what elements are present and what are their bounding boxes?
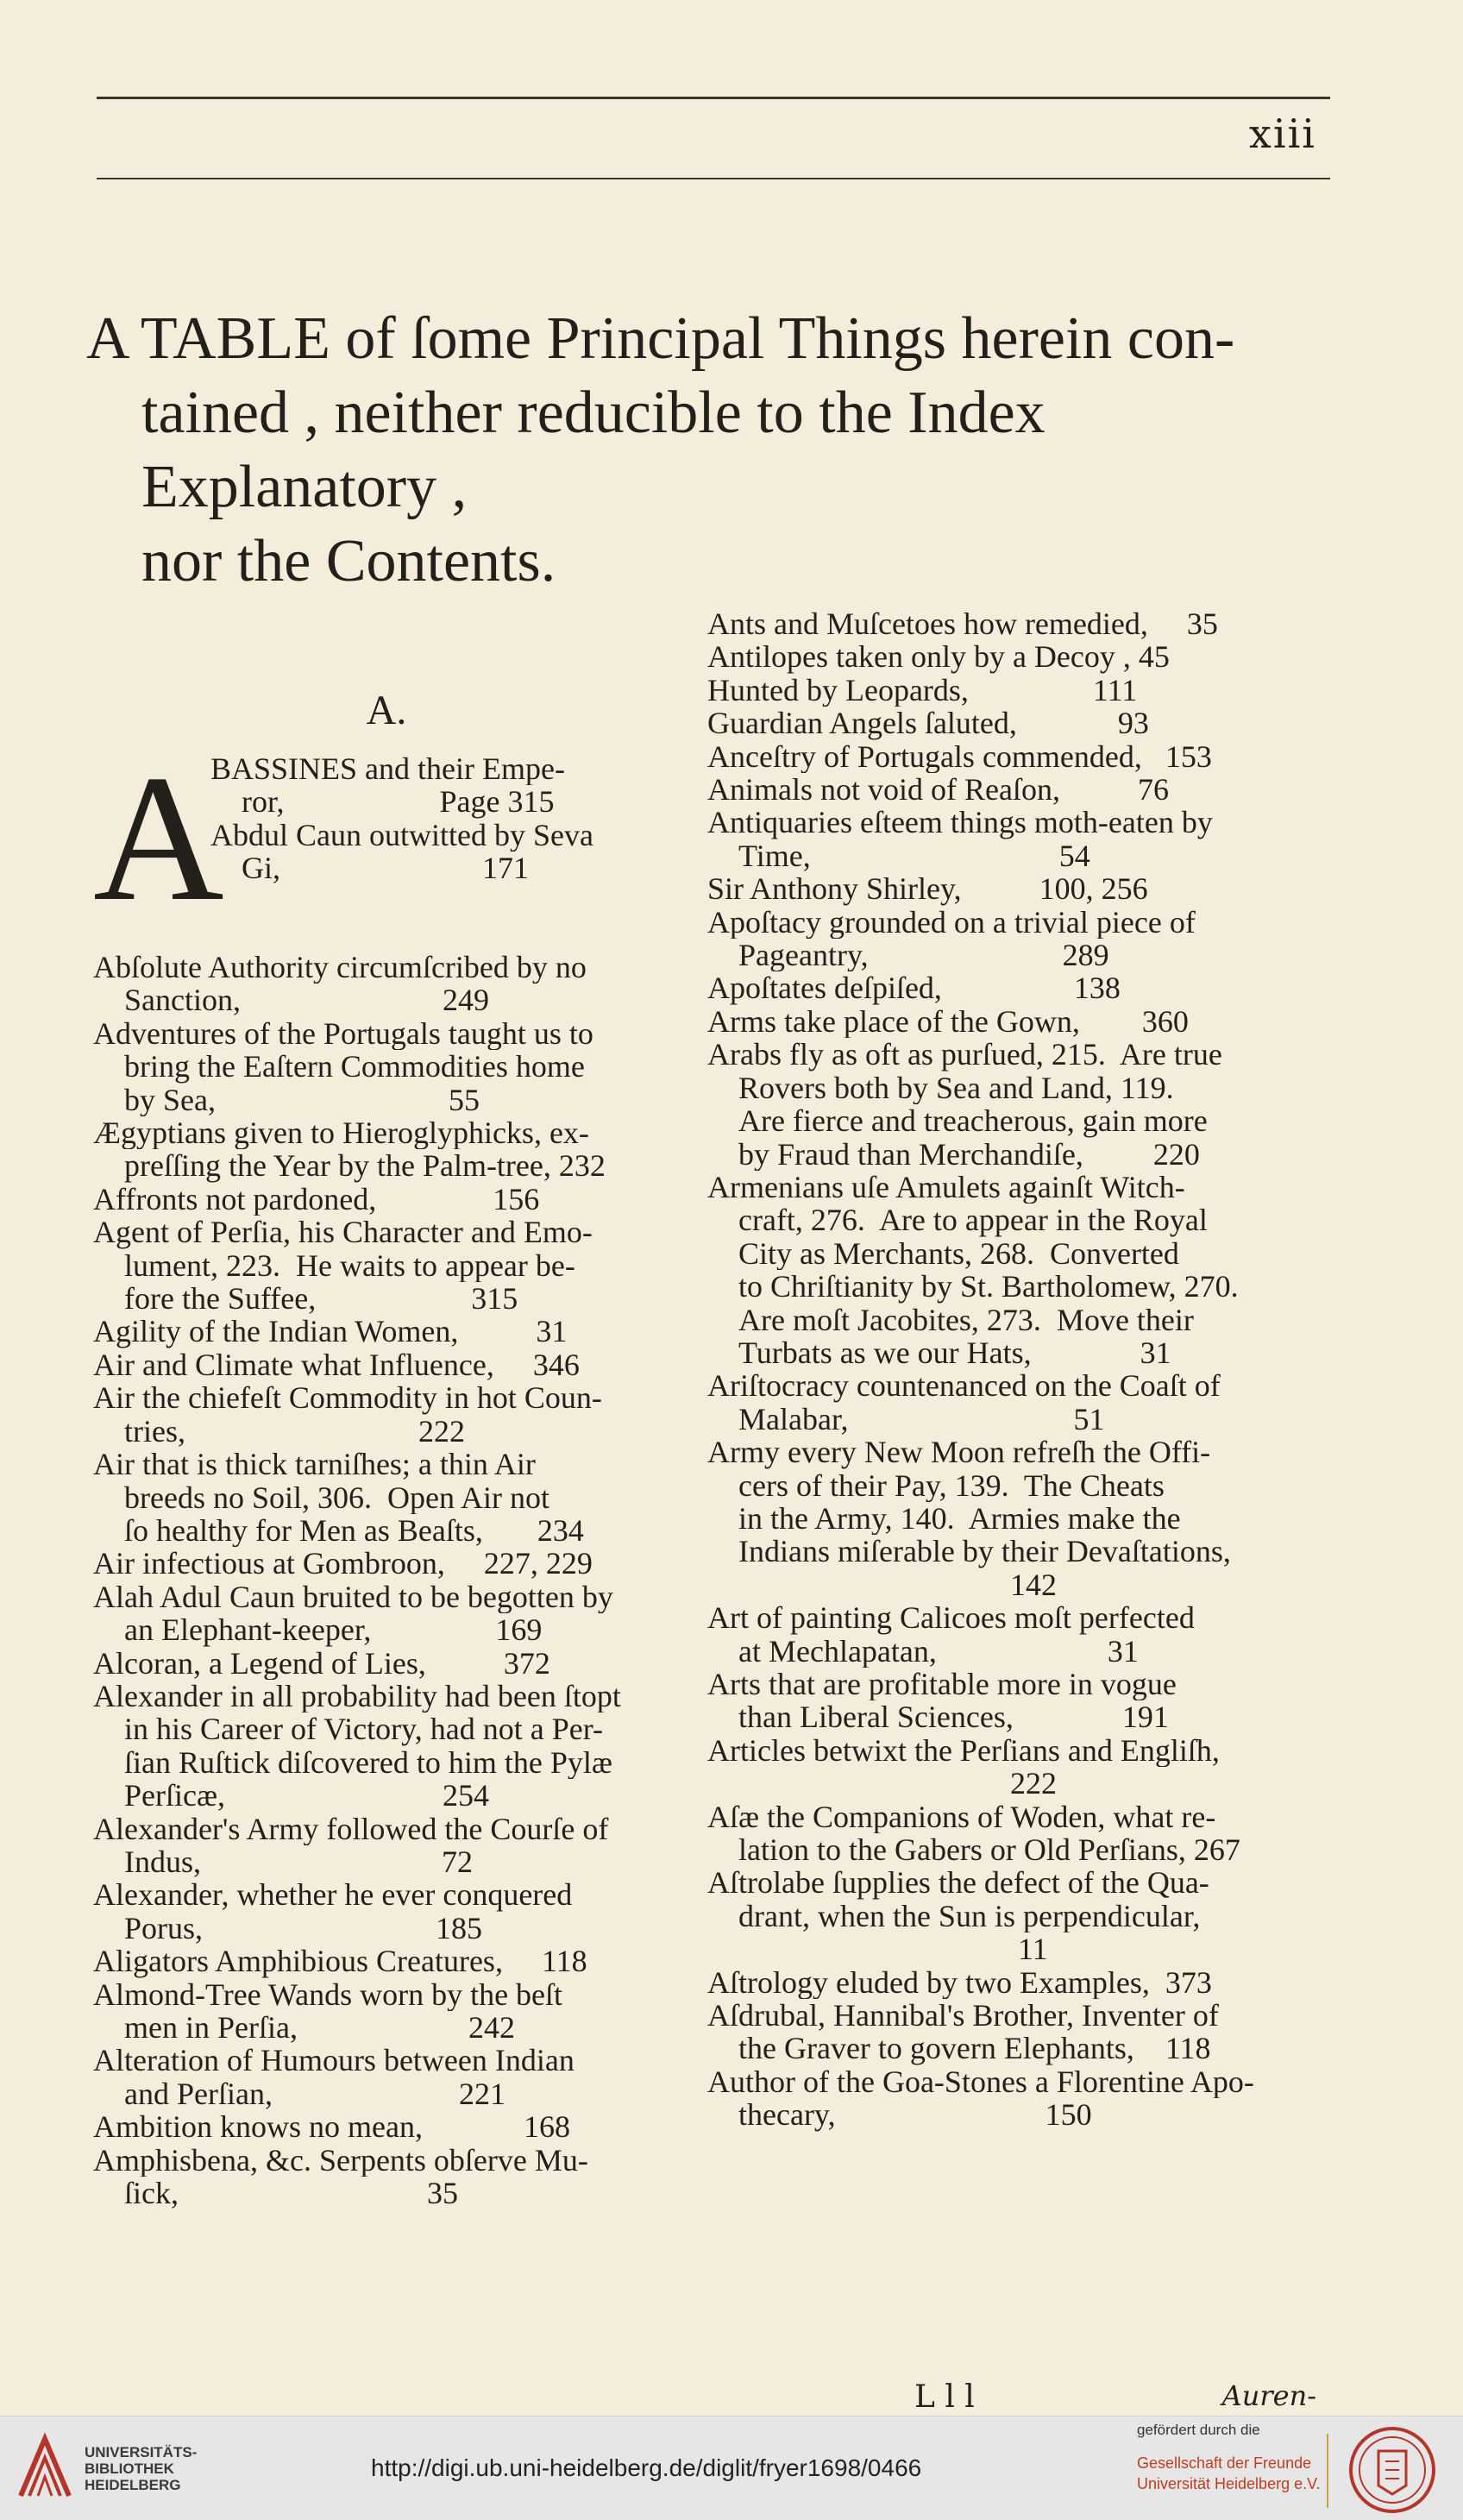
index-entry (707, 1436, 1311, 1601)
header-rule-top (97, 97, 1330, 99)
index-entry-line: bring the Eaſtern Commodities home (124, 1050, 585, 1084)
index-entry (707, 1800, 1311, 1867)
index-entry-line: in his Career of Victory, had not a Per- (124, 1712, 603, 1746)
index-entry (707, 1966, 1311, 1999)
right-column (707, 607, 1311, 2132)
right-entries (707, 607, 1311, 2132)
index-entry (93, 1813, 680, 1879)
dropcap-line: ror, Page 315 (242, 785, 555, 819)
index-entry-line: Adventures of the Portugals taught us to (93, 1016, 593, 1051)
index-entry-line: Alexander in all probability had been ſtopt (93, 1679, 621, 1713)
left-entries (93, 951, 680, 2209)
index-entry (93, 951, 680, 1017)
index-entry-line: Guardian Angels ſaluted, 93 (707, 707, 1149, 740)
index-entry-line: ſo healthy for Men as Beaſts, 234 (124, 1513, 584, 1548)
index-entry (707, 872, 1311, 905)
index-entry-line: 11 (738, 1932, 1048, 1966)
index-entry-line: Affronts not pardoned, 156 (93, 1182, 540, 1216)
index-entry (93, 1547, 680, 1580)
index-entry-line: by Sea, 55 (124, 1083, 480, 1117)
index-entry-line: Arts that are profitable more in vogue (707, 1668, 1177, 1701)
index-entry-line: Malabar, 51 (738, 1402, 1105, 1436)
index-entry-line: Rovers both by Sea and Land, 119. (738, 1071, 1174, 1105)
index-entry (93, 1680, 680, 1813)
index-entry-line: Are fierce and treacherous, gain more (738, 1104, 1208, 1138)
index-entry (93, 2044, 680, 2110)
index-entry-line: Sir Anthony Shirley, 100, 256 (707, 872, 1148, 906)
index-entry-line: Air that is thick tarniſhes; a thin Air (93, 1448, 536, 1481)
index-entry-line: at Mechlapatan, 31 (738, 1634, 1139, 1668)
footer-divider (1327, 2434, 1328, 2508)
sponsor-name-line-2: Universität Heidelberg e.V. (1137, 2475, 1321, 2492)
index-entry-line: Hunted by Leopards, 111 (707, 673, 1138, 707)
index-entry-line: by Fraud than Merchandiſe, 220 (738, 1137, 1200, 1171)
index-entry (707, 2065, 1311, 2132)
index-entry-line: craft, 276. Are to appear in the Royal (738, 1203, 1208, 1237)
left-column (93, 604, 680, 2209)
index-entry-line: Articles betwixt the Perſians and Engliſh, (707, 1733, 1220, 1768)
index-entry-line: Antilopes taken only by a Decoy , 45 (707, 640, 1170, 674)
index-entry-line: to Chriſtianity by St. Bartholomew, 270. (738, 1270, 1239, 1304)
index-entry (93, 1945, 680, 1977)
index-entry-line: Author of the Goa-Stones a Florentine Apo- (707, 2064, 1254, 2099)
index-entry (93, 1978, 680, 2045)
dropcap-line: Gi, 171 (242, 852, 529, 885)
index-entry (707, 1668, 1311, 1734)
index-entry-line: Agility of the Indian Women, 31 (93, 1315, 568, 1348)
index-entry-line: 142 (738, 1568, 1057, 1602)
index-entry (707, 1171, 1311, 1369)
index-entry (707, 707, 1311, 739)
index-entry-line: Air the chiefeſt Commodity in hot Coun- (93, 1381, 602, 1415)
index-entry (707, 740, 1311, 773)
index-entry-line: ſian Ruſtick diſcovered to him the Pylæ (124, 1745, 612, 1780)
index-entry (707, 640, 1311, 673)
index-entry (707, 1999, 1311, 2065)
index-entry (707, 1601, 1311, 1668)
index-entry-line: Ants and Muſcetoes how remedied, 35 (707, 607, 1218, 641)
sponsor-name[interactable] (1137, 2453, 1320, 2494)
index-entry-line: Ægyptians given to Hieroglyphicks, ex- (93, 1116, 589, 1150)
index-entry-line: in the Army, 140. Armies make the (738, 1501, 1181, 1536)
index-entry (93, 1381, 680, 1448)
dropcap-block (93, 738, 680, 951)
university-seal-icon (1347, 2425, 1437, 2515)
index-entry-line: and Perſian, 221 (124, 2077, 505, 2111)
index-entry-line: thecary, 150 (738, 2098, 1092, 2132)
index-entry-line: Almond-Tree Wands worn by the beſt (93, 1977, 563, 2011)
index-entry-line: Arabs fly as oft as purſued, 215. Are true (707, 1038, 1222, 1071)
index-entry (93, 1647, 680, 1680)
index-entry-line: Alcoran, a Legend of Lies, 372 (93, 1646, 550, 1680)
index-entry (93, 1348, 680, 1381)
index-entry-line: Air and Climate what Influence, 346 (93, 1348, 580, 1382)
index-entry (93, 1448, 680, 1547)
section-letter: A. (366, 688, 407, 733)
index-entry-line: Pageantry, 289 (738, 939, 1109, 972)
index-entry (93, 1017, 680, 1116)
dropcap-letter: A (93, 738, 224, 939)
index-entry (707, 971, 1311, 1004)
dropcap-line: BASSINES and their Empe- (210, 752, 565, 786)
index-entry (707, 773, 1311, 806)
index-entry-line: men in Perſia, 242 (124, 2011, 515, 2045)
index-entry-line: the Graver to govern Elephants, 118 (738, 2032, 1211, 2065)
index-entry-line: 222 (738, 1767, 1057, 1800)
title-line-1: A TABLE of ſome Principal Things herein con- (86, 305, 1235, 372)
index-entry (707, 1038, 1311, 1171)
library-name-line-2: BIBLIOTHEK (85, 2460, 174, 2477)
index-entry-line: Aſtrolabe ſupplies the defect of the Qua- (707, 1866, 1209, 1900)
index-entry-line: Apoſtates deſpiſed, 138 (707, 971, 1121, 1005)
index-entry-line: Alexander's Army followed the Courſe of (93, 1812, 609, 1845)
index-entry-line: ſick, 35 (124, 2177, 458, 2210)
index-entry-line: Time, 54 (738, 839, 1090, 873)
dropcap-lines (210, 752, 676, 885)
index-entry-line: Porus, 185 (124, 1911, 483, 1945)
index-entry-line: preſſing the Year by the Palm-tree, 232 (124, 1149, 606, 1183)
index-entry-line: Ambition knows no mean, 168 (93, 2110, 570, 2144)
library-name-line-3: HEIDELBERG (85, 2477, 181, 2493)
index-entry-line: Aligators Amphibious Creatures, 118 (93, 1945, 587, 1978)
index-entry-line: Air infectious at Gombroon, 227, 229 (93, 1547, 593, 1580)
dropcap-line: Abdul Caun outwitted by Seva (210, 818, 593, 852)
index-entry-line: Are moſt Jacobites, 273. Move their (738, 1303, 1194, 1336)
index-entry-line: Sanction, 249 (124, 983, 489, 1017)
title-line-3: nor the Contents. (141, 528, 556, 594)
index-entry-line: Indians miſerable by their Devaſtations, (738, 1535, 1231, 1568)
index-entry-line: Aſdrubal, Hannibal's Brother, Inventer of (707, 1999, 1219, 2033)
page-folio: xiii (1248, 110, 1316, 157)
university-library-logo-icon (16, 2432, 74, 2501)
index-entry (707, 1734, 1311, 1800)
title-line-2: tained , neither reducible to the Index Explanatory , (141, 380, 1045, 520)
index-entry-line: Aſtrology eluded by two Examples, 373 (707, 1965, 1212, 2000)
index-entry-line: Alteration of Humours between Indian (93, 2044, 575, 2077)
header-rule-bottom (97, 178, 1330, 179)
index-entry (93, 2110, 680, 2143)
index-entry (707, 607, 1311, 640)
index-entry-line: Art of painting Calicoes moſt perfected (707, 1601, 1195, 1635)
index-entry-line: Anceſtry of Portugals commended, 153 (707, 739, 1212, 774)
viewer-footer (0, 2416, 1463, 2520)
index-entry-line: Perſicæ, 254 (124, 1779, 489, 1813)
index-entry-line: tries, 222 (124, 1414, 465, 1449)
index-entry-line: Aſæ the Companions of Woden, what re- (707, 1800, 1216, 1834)
index-entry-line: Agent of Perſia, his Character and Emo- (93, 1216, 593, 1249)
index-entry-line: cers of their Pay, 139. The Cheats (738, 1468, 1165, 1502)
index-entry-line: breeds no Soil, 306. Open Air not (124, 1480, 549, 1514)
index-entry-line: lation to the Gabers or Old Perſians, 267 (738, 1833, 1240, 1867)
index-entry-line: lument, 223. He waits to appear be- (124, 1248, 575, 1283)
index-entry (707, 674, 1311, 707)
library-name-line-1: UNIVERSITÄTS- (85, 2444, 198, 2460)
sponsor-label: gefördert durch die (1137, 2422, 1260, 2438)
index-entry-line: Amphisbena, &c. Serpents obſerve Mu- (93, 2143, 588, 2178)
index-entry-line: City as Merchants, 268. Converted (738, 1236, 1179, 1271)
index-entry (93, 2144, 680, 2210)
index-entry (93, 1216, 680, 1315)
index-entry-line: Army every New Moon refreſh the Offi- (707, 1436, 1211, 1469)
index-entry (93, 1580, 680, 1647)
index-entry-line: an Elephant-keeper, 169 (124, 1613, 543, 1647)
index-entry-line: drant, when the Sun is perpendicular, (738, 1899, 1201, 1933)
index-entry-line: Indus, 72 (124, 1844, 473, 1879)
signature-mark: L l l (914, 2379, 975, 2415)
index-entry-line: than Liberal Sciences, 191 (738, 1700, 1169, 1734)
library-name (85, 2444, 197, 2493)
index-entry-line: fore the Suffee, 315 (124, 1282, 518, 1316)
index-entry-line: Armenians uſe Amulets againſt Witch- (707, 1170, 1185, 1204)
catchword: Auren- (1221, 2379, 1316, 2412)
index-entry-line: Apoſtacy grounded on a trivial piece of (707, 905, 1196, 940)
index-entry-line: Arms take place of the Gown, 360 (707, 1004, 1189, 1039)
index-entry-line: Ariſtocracy countenanced on the Coaſt of (707, 1369, 1221, 1403)
index-entry (707, 1866, 1311, 1965)
index-entry-line: Alah Adul Caun bruited to be begotten by (93, 1580, 613, 1614)
index-entry-line: Antiquaries eſteem things moth-eaten by (707, 806, 1213, 839)
permalink-url[interactable]: http://digi.ub.uni-heidelberg.de/diglit/fryer1698/0466 (371, 2454, 922, 2481)
index-entry-line: Turbats as we our Hats, 31 (738, 1335, 1171, 1370)
index-entry-line: Animals not void of Reaſon, 76 (707, 773, 1169, 807)
index-entry (93, 1116, 680, 1183)
index-entry (707, 906, 1311, 972)
index-entry (93, 1183, 680, 1216)
index-entry (707, 806, 1311, 872)
index-entry-line: Alexander, whether he ever conquered (93, 1878, 573, 1912)
index-entry-line: Abſolute Authority circumſcribed by no (93, 951, 587, 984)
index-entry (707, 1369, 1311, 1436)
table-title (86, 302, 1294, 599)
index-entry (93, 1315, 680, 1348)
sponsor-name-line-1: Gesellschaft der Freunde (1137, 2454, 1312, 2472)
index-entry (93, 1878, 680, 1945)
index-entry (707, 1005, 1311, 1038)
